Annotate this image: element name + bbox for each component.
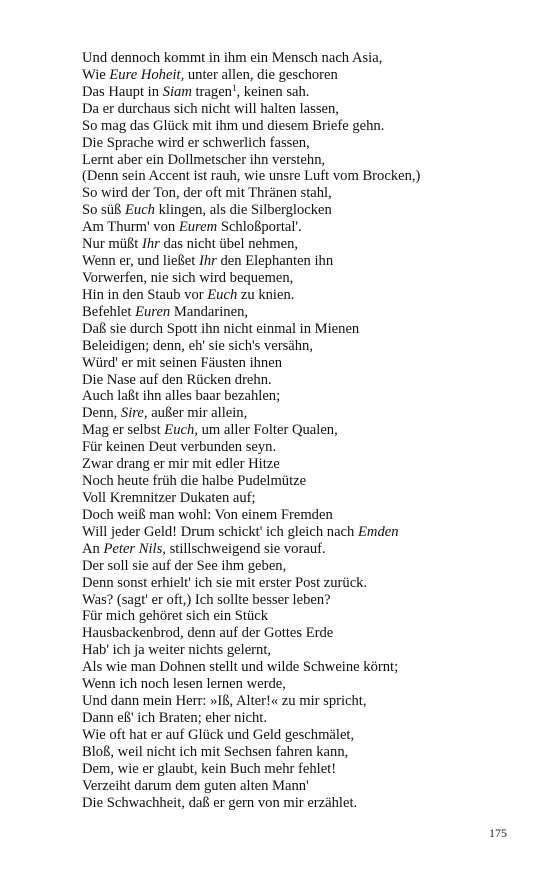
line-text: An (82, 540, 104, 557)
poem-line (82, 253, 522, 270)
poem-line (82, 67, 522, 84)
poem-line (82, 795, 522, 812)
line-text: Hab' ich ja weiter nichts gelernt, (82, 642, 272, 659)
italic-text: Sire, (120, 405, 148, 422)
poem-line (82, 84, 522, 101)
poem-line (82, 761, 522, 778)
line-text: Denn sonst erhielt' ich sie mit erster Post zurück. (82, 574, 368, 591)
poem-line (82, 592, 522, 609)
line-text: Bloß, weil nicht ich mit Sechsen fahren kann, (82, 743, 349, 760)
italic-text: Euren (135, 303, 171, 320)
poem-line (82, 304, 522, 321)
poem-line (82, 422, 522, 439)
line-text: Würd' er mit seinen Fäusten ihnen (82, 354, 283, 371)
poem-line (82, 659, 522, 676)
poem-line (82, 456, 522, 473)
footnote-marker: 1 (231, 82, 237, 93)
line-text: Für keinen Deut verbunden seyn. (82, 439, 277, 456)
line-text: unter allen, die geschoren (184, 66, 338, 83)
line-text: Wenn ich noch lesen lernen werde, (82, 676, 286, 693)
poem-line (82, 558, 522, 575)
line-text: Mag er selbst (82, 422, 165, 439)
italic-text: Ihr (142, 236, 160, 253)
line-text: , keinen sah. (236, 83, 310, 100)
line-text: Der soll sie auf der See ihm geben, (82, 557, 287, 574)
page-number: 175 (489, 826, 507, 840)
poem-line (82, 50, 522, 67)
line-text: Befehlet (82, 303, 136, 320)
poem-line (82, 236, 522, 253)
line-text: Noch heute früh die halbe Pudelmütze (82, 473, 307, 490)
line-text: Und dennoch kommt in ihm ein Mensch nach Asia, (82, 50, 383, 66)
line-text: Und dann mein Herr: »Iß, Alter!« zu mir spricht, (82, 693, 367, 710)
poem-line (82, 270, 522, 287)
line-text: Was? (sagt' er oft,) Ich sollte besser leben? (82, 591, 331, 608)
line-text: Dem, wie er glaubt, kein Buch mehr fehlet! (82, 760, 337, 777)
line-text: Hin in den Staub vor (82, 286, 208, 303)
italic-text: Siam (162, 83, 192, 100)
italic-text: Euch (124, 202, 155, 219)
poem-line (82, 101, 522, 118)
line-text: Zwar drang er mir mit edler Hitze (82, 456, 280, 473)
poem-line (82, 608, 522, 625)
italic-text: Emden (357, 523, 399, 540)
poem-line (82, 727, 522, 744)
poem-line (82, 168, 522, 185)
line-text: außer mir allein, (147, 405, 248, 422)
line-text: Beleidigen; denn, eh' sie sich's versähn, (82, 337, 313, 354)
italic-text: Ihr (198, 253, 217, 270)
poem-line (82, 507, 522, 524)
italic-text: Eurem (178, 219, 218, 236)
poem-line (82, 287, 522, 304)
poem-line (82, 118, 522, 135)
line-text: Als wie man Dohnen stellt und wilde Schweine körnt; (82, 659, 399, 676)
poem-line (82, 372, 522, 389)
line-text: den Elephanten ihn (216, 253, 334, 270)
line-text: klingen, als die Silberglocken (154, 202, 332, 219)
poem-line (82, 693, 522, 710)
line-text: Auch laßt ihn alles baar bezahlen; (82, 388, 281, 405)
line-text: Schloßportal'. (217, 219, 302, 236)
line-text: Mandarinen, (170, 303, 249, 320)
poem-line (82, 676, 522, 693)
poem-line (82, 405, 522, 422)
line-text: Die Nase auf den Rücken drehn. (82, 371, 272, 388)
line-text: Doch weiß man wohl: Von einem Fremden (82, 506, 333, 523)
line-text: Wie oft hat er auf Glück und Geld geschmälet, (82, 726, 355, 743)
poem-line (82, 490, 522, 507)
line-text: Die Schwachheit, daß er gern von mir erzählet. (82, 794, 358, 811)
line-text: Hausbackenbrod, denn auf der Gottes Erde (82, 625, 334, 642)
poem-line (82, 135, 522, 152)
line-text: Voll Kremnitzer Dukaten auf; (82, 489, 256, 506)
italic-text: Eure Hoheit, (109, 66, 185, 83)
line-text: Denn, (82, 405, 121, 422)
poem-line (82, 202, 522, 219)
line-text: Vorwerfen, nie sich wird bequemen, (82, 269, 294, 286)
line-text: Wie (82, 66, 110, 83)
line-text: Für mich gehöret sich ein Stück (82, 608, 269, 625)
poem-line (82, 338, 522, 355)
italic-text: Euch, (164, 422, 198, 439)
line-text: Da er durchaus sich nicht will halten lassen, (82, 100, 339, 117)
line-text: Am Thurm' von (82, 219, 179, 236)
line-text: So süß (82, 202, 125, 219)
poem-line (82, 473, 522, 490)
poem-line (82, 219, 522, 236)
line-text: Verzeiht darum dem guten alten Mann' (82, 777, 309, 794)
poem-line (82, 321, 522, 338)
line-text: Will jeder Geld! Drum schickt' ich gleich nach (82, 523, 358, 540)
line-text: Daß sie durch Spott ihn nicht einmal in Mienen (82, 320, 360, 337)
poem-line (82, 778, 522, 795)
line-text: Wenn er, und ließet (82, 253, 199, 270)
line-text: Nur müßt (82, 236, 142, 253)
poem-text (82, 50, 522, 811)
line-text: So mag das Glück mit ihm und diesem Briefe gehn. (82, 117, 385, 134)
line-text: Dann eß' ich Braten; eher nicht. (82, 709, 267, 726)
poem-line (82, 152, 522, 169)
line-text: Lernt aber ein Dollmetscher ihn verstehn, (82, 151, 326, 168)
poem-line (82, 524, 522, 541)
line-text: tragen (191, 83, 232, 100)
italic-text: Euch (207, 286, 238, 303)
poem-line (82, 710, 522, 727)
line-text: So wird der Ton, der oft mit Thränen stahl, (82, 185, 332, 202)
italic-text: Peter Nils, (103, 540, 166, 557)
poem-line (82, 388, 522, 405)
poem-line (82, 185, 522, 202)
poem-line (82, 355, 522, 372)
poem-line (82, 439, 522, 456)
line-text: (Denn sein Accent ist rauh, wie unsre Luft vom Brocken,) (82, 168, 421, 185)
poem-line (82, 642, 522, 659)
line-text: Die Sprache wird er schwerlich fassen, (82, 134, 310, 151)
line-text: zu knien. (237, 286, 295, 303)
line-text: um aller Folter Qualen, (197, 422, 338, 439)
line-text: Das Haupt in (82, 83, 163, 100)
poem-line (82, 541, 522, 558)
poem-line (82, 625, 522, 642)
line-text: stillschweigend sie vorauf. (165, 540, 326, 557)
line-text: das nicht übel nehmen, (159, 236, 299, 253)
poem-line (82, 575, 522, 592)
poem-line (82, 744, 522, 761)
